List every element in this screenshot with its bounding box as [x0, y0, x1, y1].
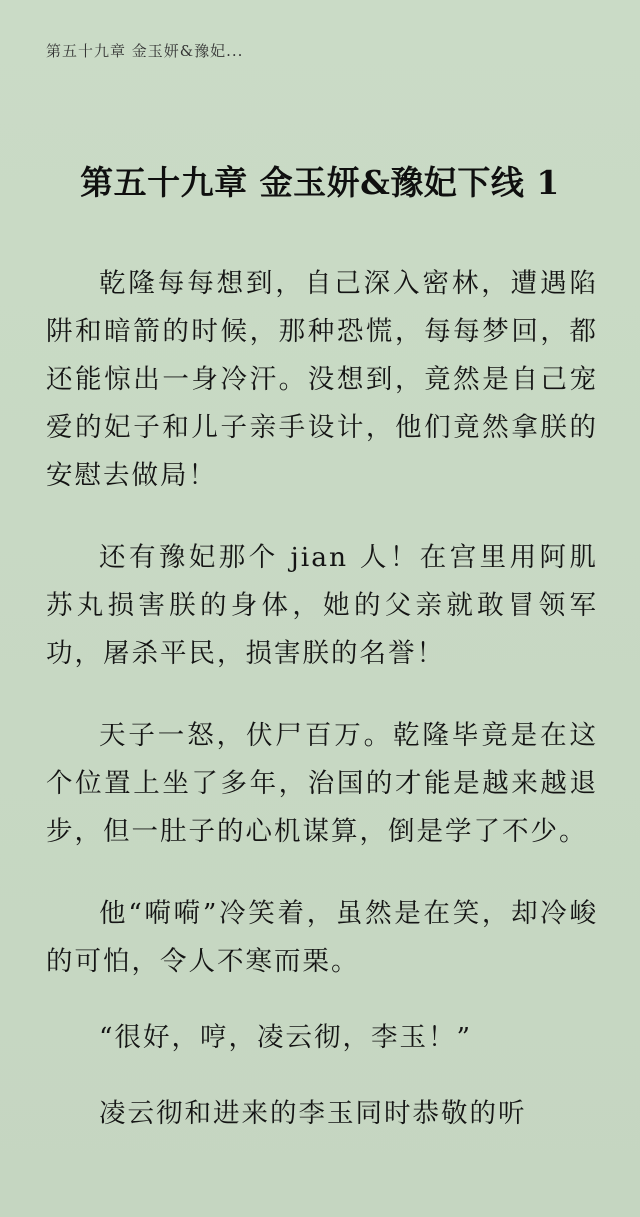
paragraph: 还有豫妃那个 jian 人！在宫里用阿肌苏丸损害朕的身体，她的父亲就敢冒领军功，屠杀平民，损害朕的名誉！ — [46, 542, 598, 669]
paragraph: 天子一怒，伏尸百万。乾隆毕竟是在这个位置上坐了多年，治国的才能是越来越退步，但一肚子的心机谋算，倒是学了不少。 — [46, 720, 598, 847]
paragraph: 乾隆每每想到，自己深入密林，遭遇陷阱和暗箭的时候，那种恐慌，每每梦回，都还能惊出一身冷汗。没想到，竟然是自己宠爱的妃子和儿子亲手设计，他们竟然拿朕的安慰去做局！ — [46, 268, 598, 491]
paragraph: 凌云彻和进来的李玉同时恭敬的听 — [99, 1098, 527, 1129]
chapter-title: 第五十九章 金玉妍&豫妃下线 1 — [80, 163, 560, 202]
running-header: 第五十九章 金玉妍&豫妃... — [46, 42, 244, 60]
paragraph: 他“嗬嗬”冷笑着，虽然是在笑，却冷峻的可怕，令人不寒而栗。 — [46, 898, 598, 977]
chapter-body — [46, 260, 598, 1172]
paragraph: “很好，哼，凌云彻，李玉！” — [99, 1022, 473, 1053]
